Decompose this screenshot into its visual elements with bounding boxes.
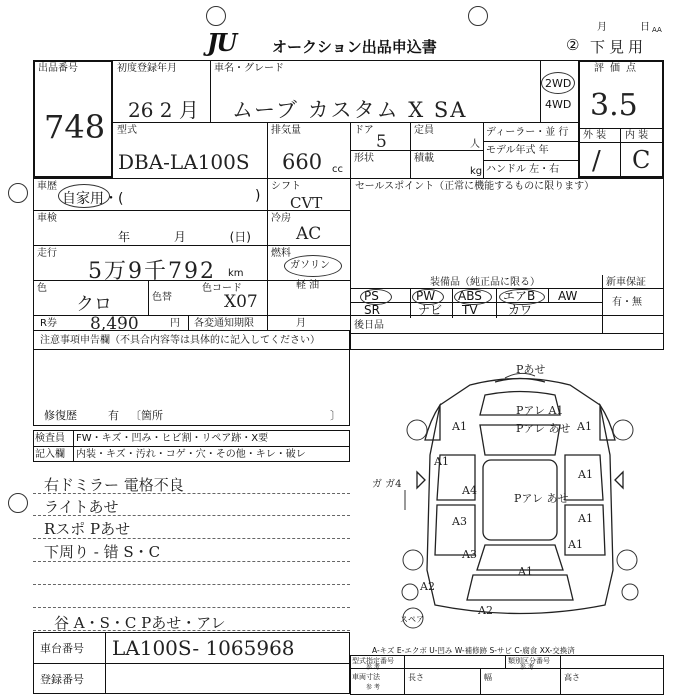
dmg-roof-center: Pアレ A1 — [516, 404, 564, 417]
record-items: 内装・キズ・汚れ・コゲ・穴・その他・キレ・破レ — [76, 449, 306, 460]
repair-history-label: 修復歴 — [44, 409, 77, 422]
fuel-diesel: 軽 油 — [296, 280, 320, 291]
aftermarket-label: 後日品 — [354, 320, 384, 331]
model-value: DBA-LA100S — [118, 150, 250, 174]
interior-value: C — [632, 146, 651, 174]
exterior-label: 外 装 — [583, 130, 607, 141]
dmg-roof-p-ase: Pあせ — [516, 363, 546, 376]
dmg-rear-bumper-a2: A2 — [420, 580, 435, 593]
dmg-left-door-a1: A1 — [434, 455, 449, 468]
drive-4wd: 4WD — [545, 98, 572, 111]
dmg-roof-center-2: Pアレ あせ — [516, 422, 571, 435]
cc-label: cc — [332, 164, 343, 175]
punch-hole-top — [206, 6, 226, 26]
model-designation-sub: 参 考 — [366, 664, 380, 671]
length-label: 長さ — [408, 673, 424, 682]
model-label: 型式 — [117, 125, 137, 136]
interior-label: 内 装 — [625, 130, 649, 141]
equip-pw: PW — [416, 289, 436, 303]
shitami-label: 下見用 — [590, 38, 648, 56]
color-value: クロ — [76, 294, 112, 315]
sales-point-label: セールスポイント（正常に機能するものに限ります） — [355, 181, 595, 192]
drive-2wd: 2WD — [545, 77, 572, 90]
registration-label: 登録番号 — [40, 673, 84, 686]
dmg-front-a2: A2 — [478, 604, 493, 617]
model-year-label: モデル年式 年 — [486, 145, 549, 156]
new-car-warranty-label: 新車保証 — [606, 277, 646, 288]
usage-circle — [58, 184, 110, 208]
equip-leather: カワ — [508, 303, 533, 317]
aa-label: AA — [652, 26, 662, 34]
usage-value: 自家用・( — [62, 191, 124, 207]
repair-history-value: 有 — [108, 409, 119, 422]
dmg-rear-right-a1: A1 — [577, 420, 592, 433]
day-label: 日 — [640, 22, 650, 33]
km-label: km — [228, 268, 244, 279]
damage-legend: A-キズ E-エクボ U-凹み W-補修跡 S-サビ C-腐食 XX-交換済 — [372, 646, 575, 655]
remark-line-1: 右ドミラー 電格不良 — [44, 476, 184, 494]
shaken-value: 年 月 (日) — [118, 230, 251, 244]
shift-label: シフト — [271, 181, 301, 192]
dmg-front-a1: A1 — [518, 565, 533, 578]
mileage-label: 走行 — [37, 248, 57, 259]
aircon-label: 冷房 — [271, 213, 291, 224]
dmg-front-left-a3: A3 — [452, 515, 467, 528]
inspector-items: FW・キズ・凹み・ヒビ割・リペア跡・X要 — [76, 433, 269, 444]
lot-label: 出品番号 — [38, 63, 78, 74]
door-label: ドア — [354, 125, 374, 136]
chassis-label: 車台番号 — [40, 642, 84, 655]
equip-pw-circle — [412, 289, 444, 305]
height-label: 高さ — [564, 673, 580, 682]
load-unit: kg — [470, 166, 483, 177]
width-label: 幅 — [484, 673, 492, 682]
score-label: 評価点 — [594, 63, 642, 74]
equipment-label: 装備品（純正品に限る） — [430, 277, 540, 288]
repair-close: 〕 — [330, 409, 341, 422]
color-code-value: X07 — [224, 292, 258, 312]
shaken-label: 車検 — [37, 213, 57, 224]
displacement-value: 660 — [282, 150, 323, 174]
model-designation-label: 型式指定番号 — [352, 657, 394, 665]
dmg-front-right-a1: A1 — [568, 538, 583, 551]
new-car-warranty-value: 有・無 — [612, 297, 642, 308]
shift-value: CVT — [290, 194, 323, 212]
exterior-value: / — [592, 146, 601, 176]
equip-sr: SR — [364, 303, 380, 317]
equip-ps: PS — [364, 289, 379, 303]
lot-value: 748 — [44, 108, 106, 146]
fuel-gasoline-circle — [284, 255, 342, 277]
tax-pass-label: 各変通知期限 — [194, 318, 254, 329]
capacity-unit: 人 — [470, 139, 480, 150]
repair-parts-label: 〔箇所 — [130, 409, 163, 422]
inspector-label: 検査員 — [35, 433, 65, 444]
remark-line-3: Rスポ Pあせ — [44, 520, 131, 538]
equip-aw: AW — [558, 289, 578, 303]
recycle-label: R券 — [40, 318, 57, 329]
punch-hole-top-right — [468, 6, 488, 26]
equip-airbag: エアB — [503, 289, 536, 303]
dmg-left-side-mark: ガ ガ4 — [372, 479, 402, 490]
form-title: オークション出品申込書 — [272, 38, 437, 56]
equip-tv: TV — [462, 303, 478, 317]
dmg-bonnet-center: Pアレ あせ — [514, 492, 569, 505]
aircon-value: AC — [296, 224, 322, 244]
remark-line-4: 下周り - 错 S・C — [44, 543, 161, 561]
record-label: 記入欄 — [35, 449, 65, 460]
dealer-label: ディーラー・並 行 — [486, 127, 569, 138]
punch-hole-left-bottom — [8, 493, 28, 513]
fuel-label: 燃料 — [271, 248, 291, 259]
mileage-value: 5万9千792 — [88, 259, 216, 284]
first-reg-label: 初度登録年月 — [117, 63, 177, 74]
color-code-label: 色コード — [202, 283, 242, 294]
equip-navi: ナビ — [418, 303, 443, 317]
punch-hole-left-top — [8, 183, 28, 203]
usage-close: ) — [255, 188, 261, 204]
remark-line-9: 谷 A・S・C Pあせ・アレ — [54, 614, 226, 632]
color-change-label: 色替 — [152, 292, 172, 303]
capacity-label: 定員 — [414, 125, 434, 136]
dmg-front-bumper-a3: A3 — [462, 548, 477, 561]
dmg-right-door-a1: A1 — [578, 468, 593, 481]
usage-label: 車歴 — [37, 181, 57, 192]
fuel-gasoline: ガソリン — [290, 260, 330, 271]
load-label: 積載 — [414, 153, 434, 164]
equip-abs-circle — [454, 289, 492, 305]
category-number-label: 類別区分番号 — [508, 657, 550, 665]
recycle-value: 8,490 — [90, 314, 139, 334]
circled-two: ② — [566, 36, 580, 54]
vehicle-dims-sub: 参 考 — [366, 684, 380, 691]
ju-logo: JU — [207, 28, 236, 57]
spare-label: スペア — [400, 615, 424, 624]
category-number-sub: 参 考 — [520, 664, 534, 671]
displacement-label: 排気量 — [271, 125, 301, 136]
dmg-hood-a4: A4 — [462, 484, 477, 497]
handle-label: ハンドル 左・右 — [486, 164, 560, 175]
equip-ps-circle — [360, 289, 392, 305]
car-name-value: ムーブ カスタム X SA — [232, 98, 468, 122]
color-label: 色 — [37, 283, 47, 294]
month-label: 月 — [597, 22, 607, 33]
month-unit: 月 — [296, 318, 306, 329]
score-value: 3.5 — [590, 88, 638, 123]
vehicle-dims-label: 車両寸法 — [352, 673, 380, 681]
dmg-right-fender-a1: A1 — [578, 512, 593, 525]
bottom-table — [350, 655, 664, 695]
shape-label: 形状 — [354, 153, 374, 164]
yen-label: 円 — [170, 318, 180, 329]
door-value: 5 — [376, 132, 387, 152]
notes-label: 注意事項申告欄（不具合内容等は具体的に記入してください） — [40, 335, 320, 346]
chassis-value: LA100S- 1065968 — [112, 636, 295, 660]
dmg-rear-left-a1: A1 — [452, 420, 467, 433]
drive-2wd-circle — [541, 72, 575, 94]
equip-abs: ABS — [458, 289, 482, 303]
equip-airbag-circle — [499, 289, 545, 305]
first-reg-value: 26 2 月 — [128, 98, 199, 122]
car-name-label: 車名・グレード — [214, 63, 284, 74]
remark-line-2: ライトあせ — [44, 498, 119, 516]
